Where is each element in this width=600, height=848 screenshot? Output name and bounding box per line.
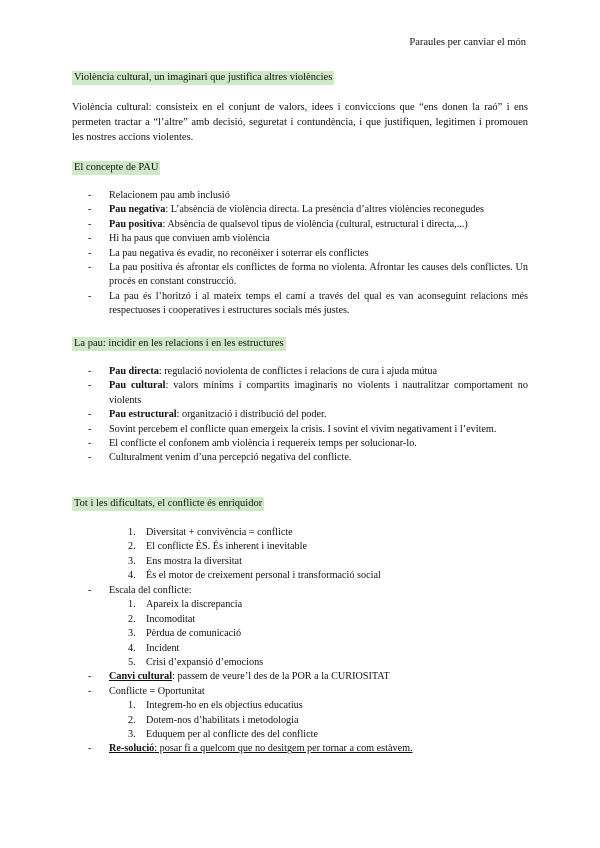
list-item: - El conflicte el confonem amb violència i requereix temps per solucionar-lo. (72, 437, 528, 451)
list-item: 5. Crisi d’expansió d’emocions (128, 657, 264, 669)
list-item: 2. Dotem-nos d’habilitats i metodologia (128, 714, 299, 726)
list-item: - La pau positiva és afrontar els conflictes de forma no violenta. Afrontar les causes dels conflictes. Un procés en constant construcció. (72, 261, 528, 290)
list-item: - Hi ha paus que conviuen amb violència (72, 232, 528, 246)
list-item: 1. Diversitat + convivència = conflicte (128, 527, 293, 538)
list-item: 3. Eduquem per al conflicte des del conflicte (128, 729, 318, 741)
list-item: - Pau estructural: organització i distribució del poder. (72, 408, 528, 422)
heading-pau-relacions: La pau: incidir en les relacions i en les estructures (74, 338, 284, 349)
list-item: - Pau positiva: Absència de qualsevol tipus de violència (cultural, estructural i directa,...) (72, 218, 528, 232)
list-item: - La pau és l’horitzó i al mateix temps el camí a través del qual es van aconseguint relacions més respectuoses i cooperatives i estructures socials més justes. (72, 290, 528, 319)
list-item: - Re-solució: posar fi a quelcom que no desitgem per tornar a com estàvem. (72, 742, 528, 756)
escala-label: Escala del conflicte: (109, 585, 192, 596)
list-item: 4. És el motor de creixement personal i transformació social (128, 570, 381, 582)
list-concepte-pau (72, 189, 528, 319)
list-escala-conflicte (72, 584, 528, 757)
paragraph-violencia-cultural: Violència cultural: consisteix en el conjunt de valors, idees i conviccions que “ens donen la raó” i ens permeten tractar a “l’altre” amb decisió, seguretat i contundència, i que justifiquen, legitimen i promouen les nostres accions violentes. (72, 102, 528, 143)
list-item: 2. El conflicte ÉS. És inherent i inevitable (128, 541, 307, 553)
list-item: 3. Pèrdua de comunicació (128, 628, 242, 640)
list-item: 1. Integrem-ho en els objectius educatius (128, 700, 303, 712)
list-item: - Pau negativa: L’absència de violència directa. La presència d’altres violències reconegudes (72, 203, 528, 217)
list-conflicte-enriquidor (128, 526, 528, 584)
list-item (72, 685, 528, 743)
oportunitat-label: Conflicte = Oportunitat (109, 685, 205, 697)
list-item (72, 584, 528, 670)
list-item: - Sovint percebem el conflicte quan emergeix la crisis. I sovint el vivim negativament i l’evitem. (72, 423, 528, 437)
heading-concepte-pau: El concepte de PAU (74, 162, 159, 173)
list-item: 4. Incident (128, 642, 180, 654)
heading-conflicte-enriquidor: Tot i les dificultats, el conflicte és enriquidor (74, 498, 263, 509)
list-item: - Canvi cultural: passem de veure’l des de la POR a la CURIOSITAT (72, 670, 528, 684)
list-item: - Relacionem pau amb inclusió (72, 189, 528, 203)
list-item: - Culturalment venim d’una percepció negativa del conflicte. (72, 451, 528, 465)
page-header: Paraules per canviar el món (409, 37, 526, 48)
list-item: - Pau cultural: valors mínims i compartits imaginaris no violents i nautralitzar comportament no violents (72, 379, 528, 408)
list-item: 3. Ens mostra la diversitat (128, 555, 242, 567)
list-pau-relacions (72, 365, 528, 466)
list-item: - Pau directa: regulació noviolenta de conflictes i relacions de cura i ajuda mútua (72, 365, 528, 379)
list-item: - La pau negativa és evadir, no reconèixer i soterrar els conflictes (72, 247, 528, 261)
list-item: 2. Incomoditat (128, 613, 196, 625)
heading-violencia-cultural: Violència cultural, un imaginari que justifica altres violències (74, 72, 333, 83)
list-item: 1. Apareix la discrepancia (128, 599, 243, 611)
